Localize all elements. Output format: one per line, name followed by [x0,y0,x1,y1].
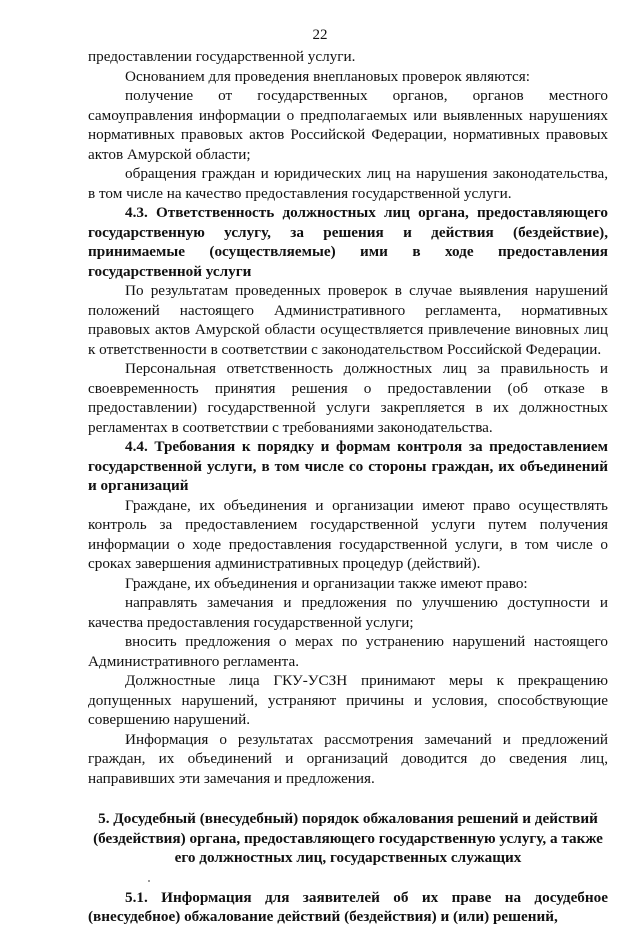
paragraph-ground-information: получение от государственных органов, органов местного самоуправления информации о предполагаемых или выявленных нарушениях нормативных правовых актов Российской Федерации, нормативных правовых актов Амурской области; [88,87,608,163]
paragraph-right-remarks: направлять замечания и предложения по улучшению доступности и качества предоставления государственной услуги; [88,594,608,631]
paragraph-continuation: предоставлении государственной услуги. [88,48,356,65]
document-body [88,47,608,927]
section-heading-4-3: 4.3. Ответственность должностных лиц органа, предоставляющего государственную услугу, за решения и действия (бездействие), принимаемые (осуществляемые) ими в ходе предоставления государственной услуги [88,204,608,280]
paragraph-officials-measures: Должностные лица ГКУ-УСЗН принимают меры к прекращению допущенных нарушений, устраняют причины и условия, способствующие совершению нарушений. [88,672,608,728]
paragraph-ground-appeals: обращения граждан и юридических лиц на нарушения законодательства, в том числе на качество предоставления государственной услуги. [88,165,608,202]
scan-speck [148,880,150,882]
spacer [88,788,608,809]
paragraph-right-proposals: вносить предложения о мерах по устранению нарушений настоящего Административного регламента. [88,633,608,670]
section-heading-4-4: 4.4. Требования к порядку и формам контроля за предоставлением государственной услуги, в том числе со стороны граждан, их объединений и организаций [88,438,608,494]
spacer [88,868,608,888]
paragraph-citizens-rights-intro: Граждане, их объединения и организации также имеют право: [125,574,528,592]
paragraph-grounds-intro: Основанием для проведения внеплановых проверок являются: [125,67,530,85]
paragraph-results-information: Информация о результатах рассмотрения замечаний и предложений граждан, их объединений и организаций доводится до сведения лиц, направивших эти замечания и предложения. [88,730,608,787]
section-heading-5: 5. Досудебный (внесудебный) порядок обжалования решений и действий (бездействия) органа, предоставляющего государственную услугу, а также его должностных лиц, государственных служащих [93,810,603,866]
paragraph-inspection-results: По результатам проведенных проверок в случае выявления нарушений положений настоящего Административного регламента, нормативных правовых актов Амурской области осуществляется привлечение виновных лиц к ответственности в соответствии с законодательством Российской Федерации. [88,282,608,358]
section-heading-5-1: 5.1. Информация для заявителей об их праве на досудебное (внесудебное) обжалование действий (бездействия) и (или) решений, [88,888,608,925]
page-number: 22 [312,27,328,43]
paragraph-citizens-control: Граждане, их объединения и организации имеют право осуществлять контроль за предоставлением государственной услуги путем получения информации о ходе предоставления государственной услуги, в том числе о сроках завершения административных процедур (действий). [88,496,608,572]
paragraph-personal-responsibility: Персональная ответственность должностных лиц за правильность и своевременность принятия решения о предоставлении (об отказе в предоставлении) государственной услуги закрепляется в их должностных регламентах в соответствии с требованиями законодательства. [88,360,608,436]
